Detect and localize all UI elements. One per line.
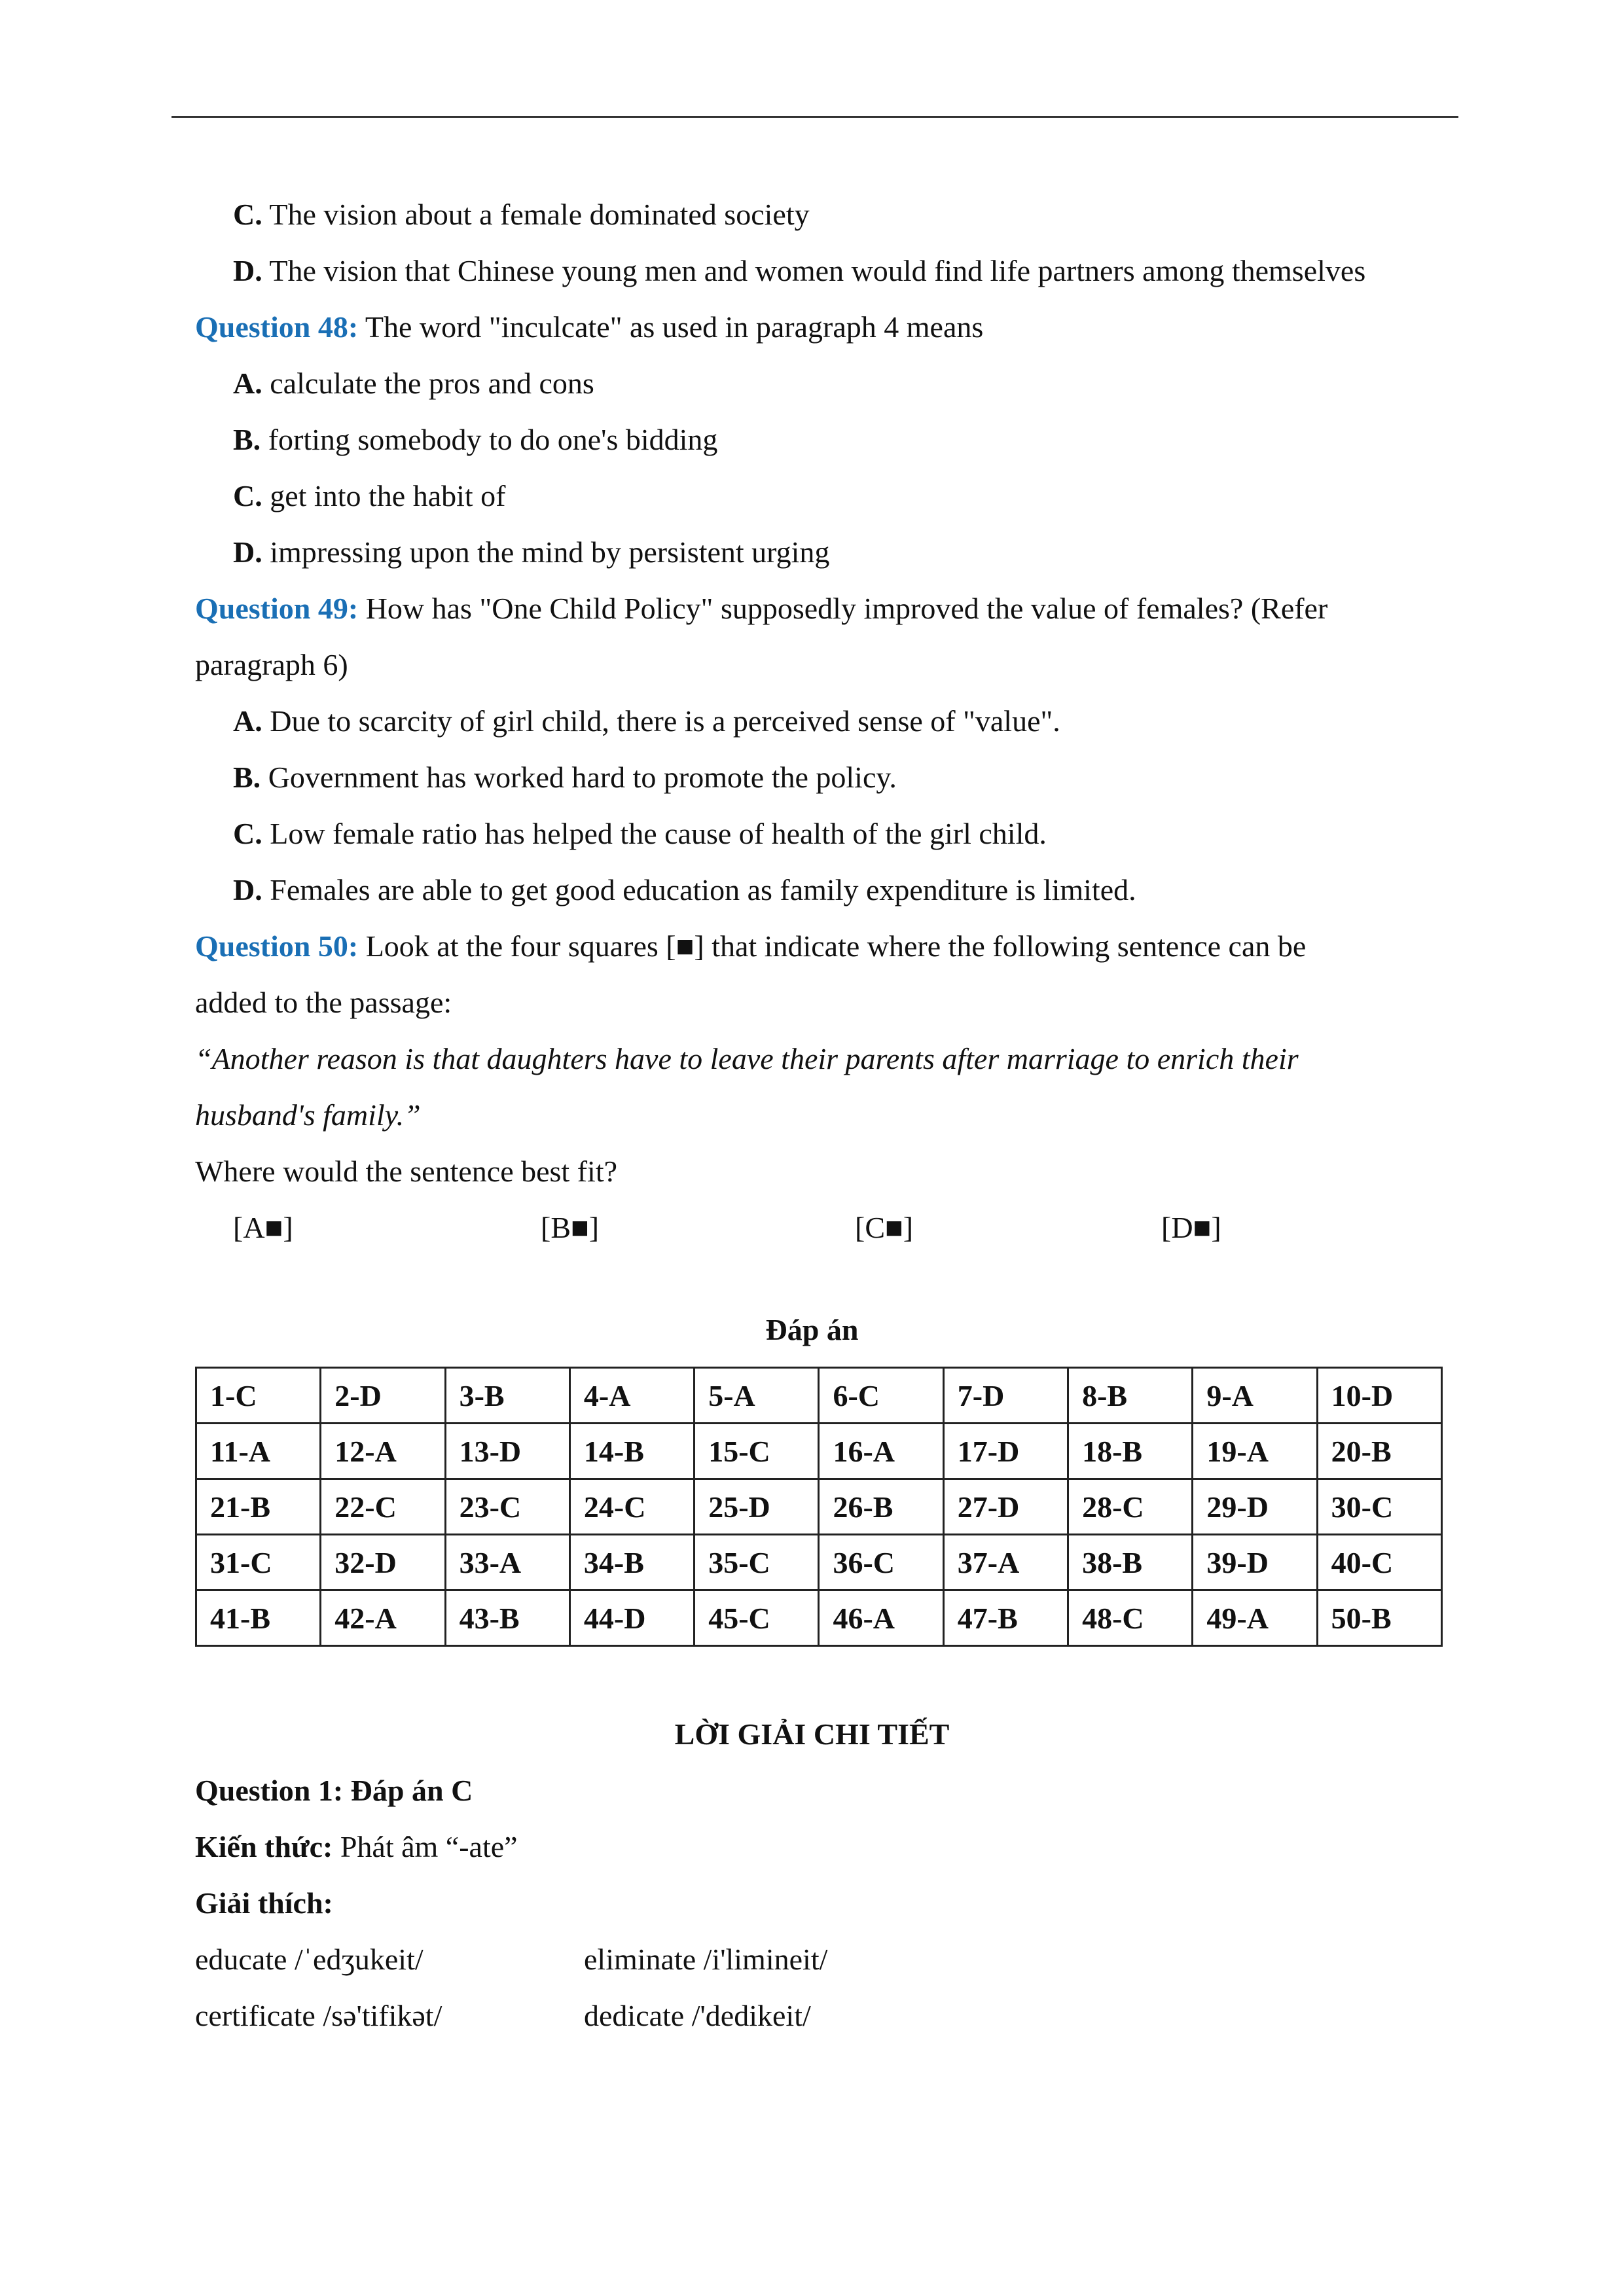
answer-cell: 42-A	[321, 1590, 445, 1646]
table-row	[196, 1535, 1442, 1590]
answer-cell: 5-A	[695, 1368, 819, 1424]
answer-cell: 33-A	[445, 1535, 569, 1590]
q49-stem: Question 49: How has "One Child Policy" supposedly improved the value of females? (Refer	[195, 592, 1328, 625]
answer-cell: 50-B	[1317, 1590, 1441, 1646]
q50-quote-cont: husband's family.”	[195, 1098, 421, 1132]
answer-cell: 47-B	[943, 1590, 1068, 1646]
answer-cell: 24-C	[569, 1479, 694, 1535]
answer-cell: 45-C	[695, 1590, 819, 1646]
answers-title: Đáp án	[765, 1313, 859, 1346]
solution-title: LỜI GIẢI CHI TIẾT	[674, 1717, 950, 1751]
answer-cell: 49-A	[1193, 1590, 1317, 1646]
q49-option-d: D. Females are able to get good education as family expenditure is limited.	[233, 873, 1136, 906]
q50-choice-a: [A■]	[233, 1211, 293, 1244]
answer-cell: 38-B	[1068, 1535, 1193, 1590]
answer-cell: 4-A	[569, 1368, 694, 1424]
q49-option-c: C. Low female ratio has helped the cause of health of the girl child.	[233, 817, 1047, 850]
answer-table	[195, 1367, 1443, 1647]
answer-cell: 17-D	[943, 1424, 1068, 1479]
q47-option-d: D. The vision that Chinese young men and women would find life partners among themselves	[233, 254, 1366, 287]
table-row	[196, 1590, 1442, 1646]
answer-cell: 40-C	[1317, 1535, 1441, 1590]
answer-cell: 46-A	[819, 1590, 943, 1646]
q50-choice-b: [B■]	[541, 1211, 600, 1244]
answer-cell: 43-B	[445, 1590, 569, 1646]
answer-cell: 25-D	[695, 1479, 819, 1535]
q48-option-b: B. forting somebody to do one's bidding	[233, 423, 718, 456]
answer-cell: 37-A	[943, 1535, 1068, 1590]
q50-choice-c: [C■]	[855, 1211, 914, 1244]
answer-cell: 19-A	[1193, 1424, 1317, 1479]
answer-cell: 8-B	[1068, 1368, 1193, 1424]
q47-option-c: C. The vision about a female dominated society	[233, 198, 810, 231]
answer-cell: 10-D	[1317, 1368, 1441, 1424]
explain-label: Giải thích:	[195, 1886, 333, 1920]
q1-heading: Question 1: Đáp án C	[195, 1774, 473, 1807]
answer-cell: 44-D	[569, 1590, 694, 1646]
answer-cell: 11-A	[196, 1424, 321, 1479]
answer-cell: 6-C	[819, 1368, 943, 1424]
answer-cell: 36-C	[819, 1535, 943, 1590]
knowledge-line: Kiến thức: Phát âm “-ate”	[195, 1830, 518, 1863]
q50-stem: Question 50: Look at the four squares [■] that indicate where the following sentence can be	[195, 929, 1307, 963]
q48-option-c: C. get into the habit of	[233, 479, 506, 512]
q49-option-b: B. Government has worked hard to promote the policy.	[233, 761, 897, 794]
answer-cell: 23-C	[445, 1479, 569, 1535]
answer-cell: 28-C	[1068, 1479, 1193, 1535]
answer-cell: 2-D	[321, 1368, 445, 1424]
header-rule	[171, 116, 1458, 118]
answer-cell: 31-C	[196, 1535, 321, 1590]
q48-stem: Question 48: The word "inculcate" as used in paragraph 4 means	[195, 310, 984, 344]
answer-cell: 30-C	[1317, 1479, 1441, 1535]
answer-cell: 9-A	[1193, 1368, 1317, 1424]
q48-option-d: D. impressing upon the mind by persistent urging	[233, 535, 830, 569]
q48-option-a: A. calculate the pros and cons	[233, 367, 594, 400]
answer-cell: 22-C	[321, 1479, 445, 1535]
answer-cell: 14-B	[569, 1424, 694, 1479]
answer-cell: 27-D	[943, 1479, 1068, 1535]
word-certificate: certificate /sə'tifikət/	[195, 1999, 442, 2032]
answer-cell: 7-D	[943, 1368, 1068, 1424]
answer-cell: 15-C	[695, 1424, 819, 1479]
q50-quote: “Another reason is that daughters have to leave their parents after marriage to enrich their	[195, 1042, 1299, 1075]
answer-cell: 32-D	[321, 1535, 445, 1590]
answer-cell: 20-B	[1317, 1424, 1441, 1479]
answer-cell: 21-B	[196, 1479, 321, 1535]
word-eliminate: eliminate /i'limineit/	[584, 1943, 828, 1976]
answer-cell: 41-B	[196, 1590, 321, 1646]
answer-cell: 29-D	[1193, 1479, 1317, 1535]
answer-cell: 48-C	[1068, 1590, 1193, 1646]
q49-stem-cont: paragraph 6)	[195, 648, 348, 681]
answer-cell: 16-A	[819, 1424, 943, 1479]
table-row	[196, 1368, 1442, 1424]
answer-cell: 34-B	[569, 1535, 694, 1590]
answer-cell: 26-B	[819, 1479, 943, 1535]
answer-cell: 13-D	[445, 1424, 569, 1479]
q49-option-a: A. Due to scarcity of girl child, there is a perceived sense of "value".	[233, 704, 1060, 738]
table-row	[196, 1479, 1442, 1535]
answer-cell: 3-B	[445, 1368, 569, 1424]
answer-cell: 1-C	[196, 1368, 321, 1424]
answer-cell: 12-A	[321, 1424, 445, 1479]
word-dedicate: dedicate /'dedikeit/	[584, 1999, 811, 2032]
answer-cell: 18-B	[1068, 1424, 1193, 1479]
word-educate: educate /ˈedʒukeit/	[195, 1943, 424, 1976]
answer-cell: 35-C	[695, 1535, 819, 1590]
q50-prompt: Where would the sentence best fit?	[195, 1155, 618, 1188]
q50-stem-cont: added to the passage:	[195, 986, 452, 1019]
q50-choice-d: [D■]	[1161, 1211, 1221, 1244]
answer-cell: 39-D	[1193, 1535, 1317, 1590]
table-row	[196, 1424, 1442, 1479]
